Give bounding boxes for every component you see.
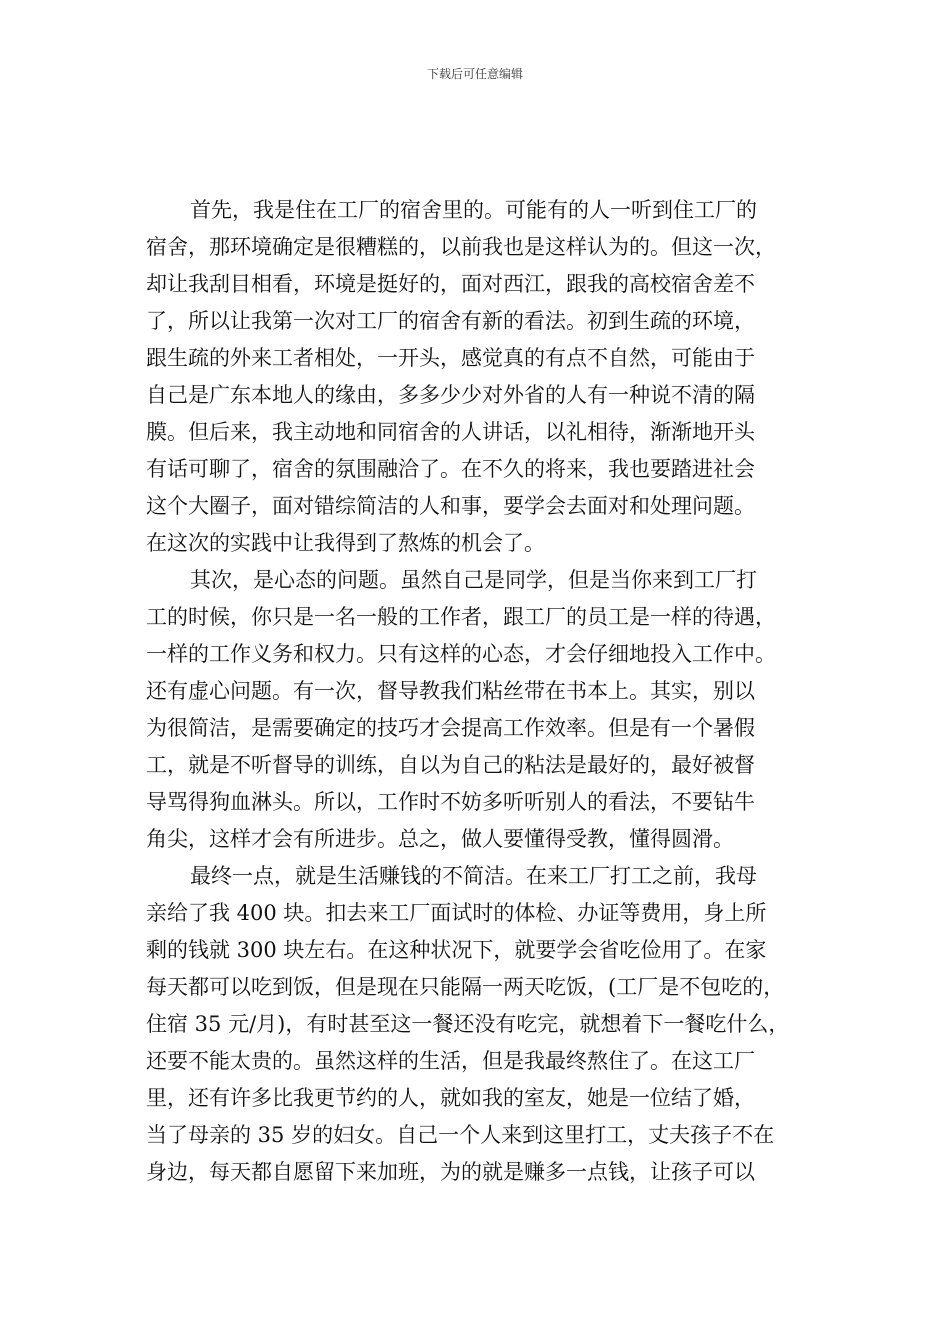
- text-line: 却让我刮目相看，环境是挺好的，面对西江，跟我的高校宿舍差不: [146, 272, 755, 296]
- text-line: 有话可聊了，宿舍的氛围融洽了。在不久的将来，我也要踏进社会: [146, 457, 755, 481]
- text-line: 膜。但后来，我主动地和同宿舍的人讲话，以礼相待，渐渐地开头: [146, 420, 755, 444]
- text-line: 里，还有许多比我更节约的人，就如我的室友，她是一位结了婚，: [146, 1086, 755, 1110]
- text-line: 自己是广东本地人的缘由，多多少少对外省的人有一种说不清的隔: [146, 383, 755, 407]
- text-line: 身边，每天都自愿留下来加班，为的就是赚多一点钱，让孩子可以: [146, 1160, 755, 1184]
- text-line: 跟生疏的外来工者相处，一开头，感觉真的有点不自然，可能由于: [146, 346, 755, 370]
- text-line: 一样的工作义务和权力。只有这样的心态，才会仔细地投入工作中。: [146, 642, 776, 666]
- text-line: 工，就是不听督导的训练，自以为自己的粘法是最好的，最好被督: [146, 753, 755, 777]
- text-line: 角尖，这样才会有所进步。总之，做人要懂得受教，懂得圆滑。: [146, 827, 734, 851]
- text-line: 最终一点，就是生活赚钱的不简洁。在来工厂打工之前，我母: [190, 864, 757, 888]
- text-line: 还有虚心问题。有一次，督导教我们粘丝带在书本上。其实，别以: [146, 679, 755, 703]
- text-line: 在这次的实践中让我得到了熬炼的机会了。: [146, 531, 545, 555]
- text-line: 工的时候，你只是一名一般的工作者，跟工厂的员工是一样的待遇，: [146, 605, 776, 629]
- text-line: 这个大圈子，面对错综简洁的人和事，要学会去面对和处理问题。: [146, 494, 755, 518]
- document-body: [146, 192, 836, 1191]
- paragraph-dormitory: [146, 192, 836, 562]
- text-line: 其次，是心态的问题。虽然自己是同学，但是当你来到工厂打: [190, 568, 757, 592]
- text-line: 导骂得狗血淋头。所以，工作时不妨多听听别人的看法，不要钻牛: [146, 790, 755, 814]
- text-line: 还要不能太贵的。虽然这样的生活，但是我最终熬住了。在这工厂: [146, 1049, 755, 1073]
- text-line: 为很简洁，是需要确定的技巧才会提高工作效率。但是有一个暑假: [146, 716, 755, 740]
- text-line: 剩的钱就 300 块左右。在这种状况下，就要学会省吃俭用了。在家: [146, 938, 767, 962]
- text-line: 首先，我是住在工厂的宿舍里的。可能有的人一听到住工厂的: [190, 198, 757, 222]
- text-line: 住宿 35 元/月)，有时甚至这一餐还没有吃完，就想着下一餐吃什么，: [146, 1012, 790, 1036]
- paragraph-mindset: [146, 562, 836, 858]
- page-header: 下载后可任意编辑: [426, 67, 523, 81]
- text-line: 了，所以让我第一次对工厂的宿舍有新的看法。初到生疏的环境，: [146, 309, 755, 333]
- text-line: 宿舍，那环境确定是很糟糕的，以前我也是这样认为的。但这一次，: [146, 235, 776, 259]
- text-line: 当了母亲的 35 岁的妇女。自己一个人来到这里打工，丈夫孩子不在: [146, 1123, 775, 1147]
- text-line: 亲给了我 400 块。扣去来工厂面试时的体检、办证等费用，身上所: [146, 901, 767, 925]
- text-line: 每天都可以吃到饭，但是现在只能隔一两天吃饭，(工厂是不包吃的，: [146, 975, 785, 999]
- paragraph-earning-money: [146, 858, 836, 1191]
